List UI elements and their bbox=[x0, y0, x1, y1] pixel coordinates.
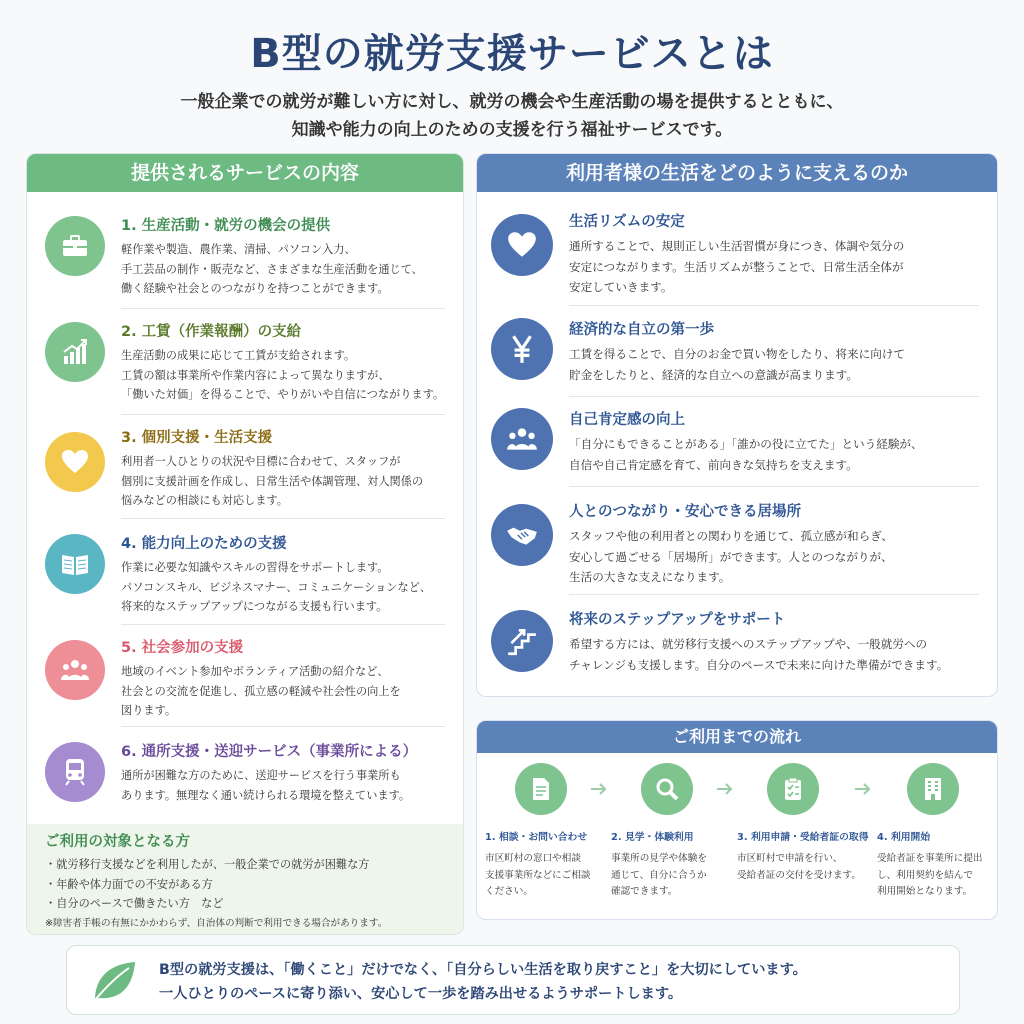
service-desc: 地域のイベント参加やボランティア活動の紹介など、 社会との交流を促進し、孤立感の軽減や社会性の向上を 図ります。 bbox=[121, 665, 401, 717]
service-desc: 作業に必要な知識やスキルの習得をサポートします。 パソコンスキル、ビジネスマナー、コミュニケーションなど、 将来的なステップアップにつながる支援も行います。 bbox=[121, 561, 432, 613]
clipboard-icon bbox=[767, 763, 819, 815]
growth-chart-icon bbox=[45, 322, 105, 382]
life-title: 人とのつながり・安心できる居場所 bbox=[569, 504, 801, 520]
step-desc: 事業所の見学や体験を 通じて、自分に合うか 確認できます。 bbox=[611, 853, 707, 897]
step-title: 3. 利用申請・受給者証の取得 bbox=[737, 832, 869, 843]
target-item: ・自分のペースで働きたい方 など bbox=[45, 897, 224, 910]
target-item: ・年齢や体力面での不安がある方 bbox=[45, 877, 213, 891]
life-title: 経済的な自立の第一歩 bbox=[569, 322, 714, 338]
life-desc: スタッフや他の利用者との関わりを通じて、孤立感が和らぎ、 安心して過ごせる「居場所」ができます。人とのつながりが、 生活の大きな支えになります。 bbox=[569, 529, 893, 584]
building-icon bbox=[907, 763, 959, 815]
arrow-right-icon bbox=[715, 781, 735, 797]
step-title: 1. 相談・お問い合わせ bbox=[485, 832, 588, 843]
target-box bbox=[27, 824, 464, 935]
people-group-icon bbox=[45, 640, 105, 700]
divider bbox=[121, 414, 445, 415]
step-desc: 市区町村で申請を行い、 受給者証の交付を受けます。 bbox=[737, 853, 861, 881]
divider bbox=[121, 308, 445, 309]
target-note: ※障害者手帳の有無にかかわらず、自治体の判断で利用できる場合があります。 bbox=[45, 917, 388, 929]
life-desc: 通所することで、規則正しい生活習慣が身につき、体調や気分の 安定につながります。生活リズムが整うことで、日常生活全体が 安定していきます。 bbox=[569, 239, 905, 294]
people-group-icon bbox=[491, 408, 553, 470]
magnifier-icon bbox=[641, 763, 693, 815]
book-icon bbox=[45, 534, 105, 594]
step-title: 4. 利用開始 bbox=[877, 832, 931, 843]
flow-step bbox=[877, 763, 998, 901]
service-desc: 生産活動の成果に応じて工賃が支給されます。 工賃の額は事業所や作業内容によって異なりますが、 「働いた対価」を得ることで、やりがいや自信につながります。 bbox=[121, 349, 445, 401]
arrow-right-icon bbox=[853, 781, 873, 797]
divider bbox=[569, 486, 979, 487]
heart-icon bbox=[491, 214, 553, 276]
life-desc: 希望する方には、就労移行支援へのステップアップや、一般就労への チャレンジも支援します。自分のペースで未来に向けた準備ができます。 bbox=[569, 637, 949, 672]
target-title: ご利用の対象となる方 bbox=[45, 834, 190, 850]
arrow-right-icon bbox=[589, 781, 609, 797]
services-panel bbox=[26, 153, 464, 935]
life-desc: 工賃を得ることで、自分のお金で買い物をしたり、将来に向けて 貯金をしたりと、経済的な自立への意識が高まります。 bbox=[569, 347, 905, 382]
service-title: 3. 個別支援・生活支援 bbox=[121, 430, 273, 446]
service-title: 5. 社会参加の支援 bbox=[121, 640, 244, 656]
handshake-icon bbox=[491, 504, 553, 566]
life-title: 生活リズムの安定 bbox=[569, 214, 685, 230]
divider bbox=[121, 518, 445, 519]
life-support-panel bbox=[476, 153, 998, 697]
footer-message bbox=[66, 945, 960, 1015]
service-title: 1. 生産活動・就労の機会の提供 bbox=[121, 218, 331, 234]
service-title: 4. 能力向上のための支援 bbox=[121, 536, 287, 552]
page-title: B型の就労支援サービスとは bbox=[250, 31, 774, 77]
step-desc: 市区町村の窓口や相談 支援事業所などにご相談 ください。 bbox=[485, 853, 591, 897]
flow-header: ご利用までの流れ bbox=[477, 721, 997, 753]
service-desc: 通所が困難な方のために、送迎サービスを行う事業所も あります。無理なく通い続けられる環境を整えています。 bbox=[121, 769, 411, 802]
flow-step bbox=[737, 763, 869, 884]
target-item: ・就労移行支援などを利用したが、一般企業での就労が困難な方 bbox=[45, 858, 370, 871]
life-desc: 「自分にもできることがある」「誰かの役に立てた」という経験が、 自信や自己肯定感を育て、前向きな気持ちを支えます。 bbox=[569, 437, 923, 472]
stairs-up-icon bbox=[491, 610, 553, 672]
life-title: 自己肯定感の向上 bbox=[569, 412, 685, 428]
footer-text: B型の就労支援は、「働くこと」だけでなく、「自分らしい生活を取り戻すこと」を大切にしています。 一人ひとりのペースに寄り添い、安心して一歩を踏み出せるようサポートします。 bbox=[159, 962, 807, 1002]
service-desc: 利用者一人ひとりの状況や目標に合わせて、スタッフが 個別に支援計画を作成し、日常生活や体調管理、対人関係の 悩みなどの相談にも対応します。 bbox=[121, 455, 424, 507]
train-icon bbox=[45, 742, 105, 802]
divider bbox=[121, 624, 445, 625]
service-title: 2. 工賃（作業報酬）の支給 bbox=[121, 324, 302, 340]
life-title: 将来のステップアップをサポート bbox=[569, 612, 786, 628]
divider bbox=[569, 305, 979, 306]
subtitle-line: 知識や能力の向上のための支援を行う福祉サービスです。 bbox=[291, 120, 733, 140]
services-header: 提供されるサービスの内容 bbox=[27, 154, 463, 192]
page-subtitle bbox=[0, 88, 1024, 144]
divider bbox=[121, 726, 445, 727]
divider bbox=[569, 396, 979, 397]
service-desc: 軽作業や製造、農作業、清掃、パソコン入力、 手工芸品の制作・販売など、さまざまな生産活動を通じて、 働く経験や社会とのつながりを持つことができます。 bbox=[121, 243, 423, 295]
heart-icon bbox=[45, 432, 105, 492]
briefcase-icon bbox=[45, 216, 105, 276]
service-title: 6. 通所支援・送迎サービス（事業所による） bbox=[121, 744, 418, 760]
divider bbox=[569, 594, 979, 595]
yen-icon bbox=[491, 318, 553, 380]
step-desc: 受給者証を事業所に提出 し、利用契約を結んで 利用開始となります。 bbox=[877, 853, 983, 897]
subtitle-line: 一般企業での就労が難しい方に対し、就労の機会や生産活動の場を提供するとともに、 bbox=[180, 92, 844, 112]
flow-panel bbox=[476, 720, 998, 920]
document-icon bbox=[515, 763, 567, 815]
life-header: 利用者様の生活をどのように支えるのか bbox=[477, 154, 997, 192]
step-title: 2. 見学・体験利用 bbox=[611, 832, 694, 843]
leaf-icon bbox=[89, 958, 139, 1004]
